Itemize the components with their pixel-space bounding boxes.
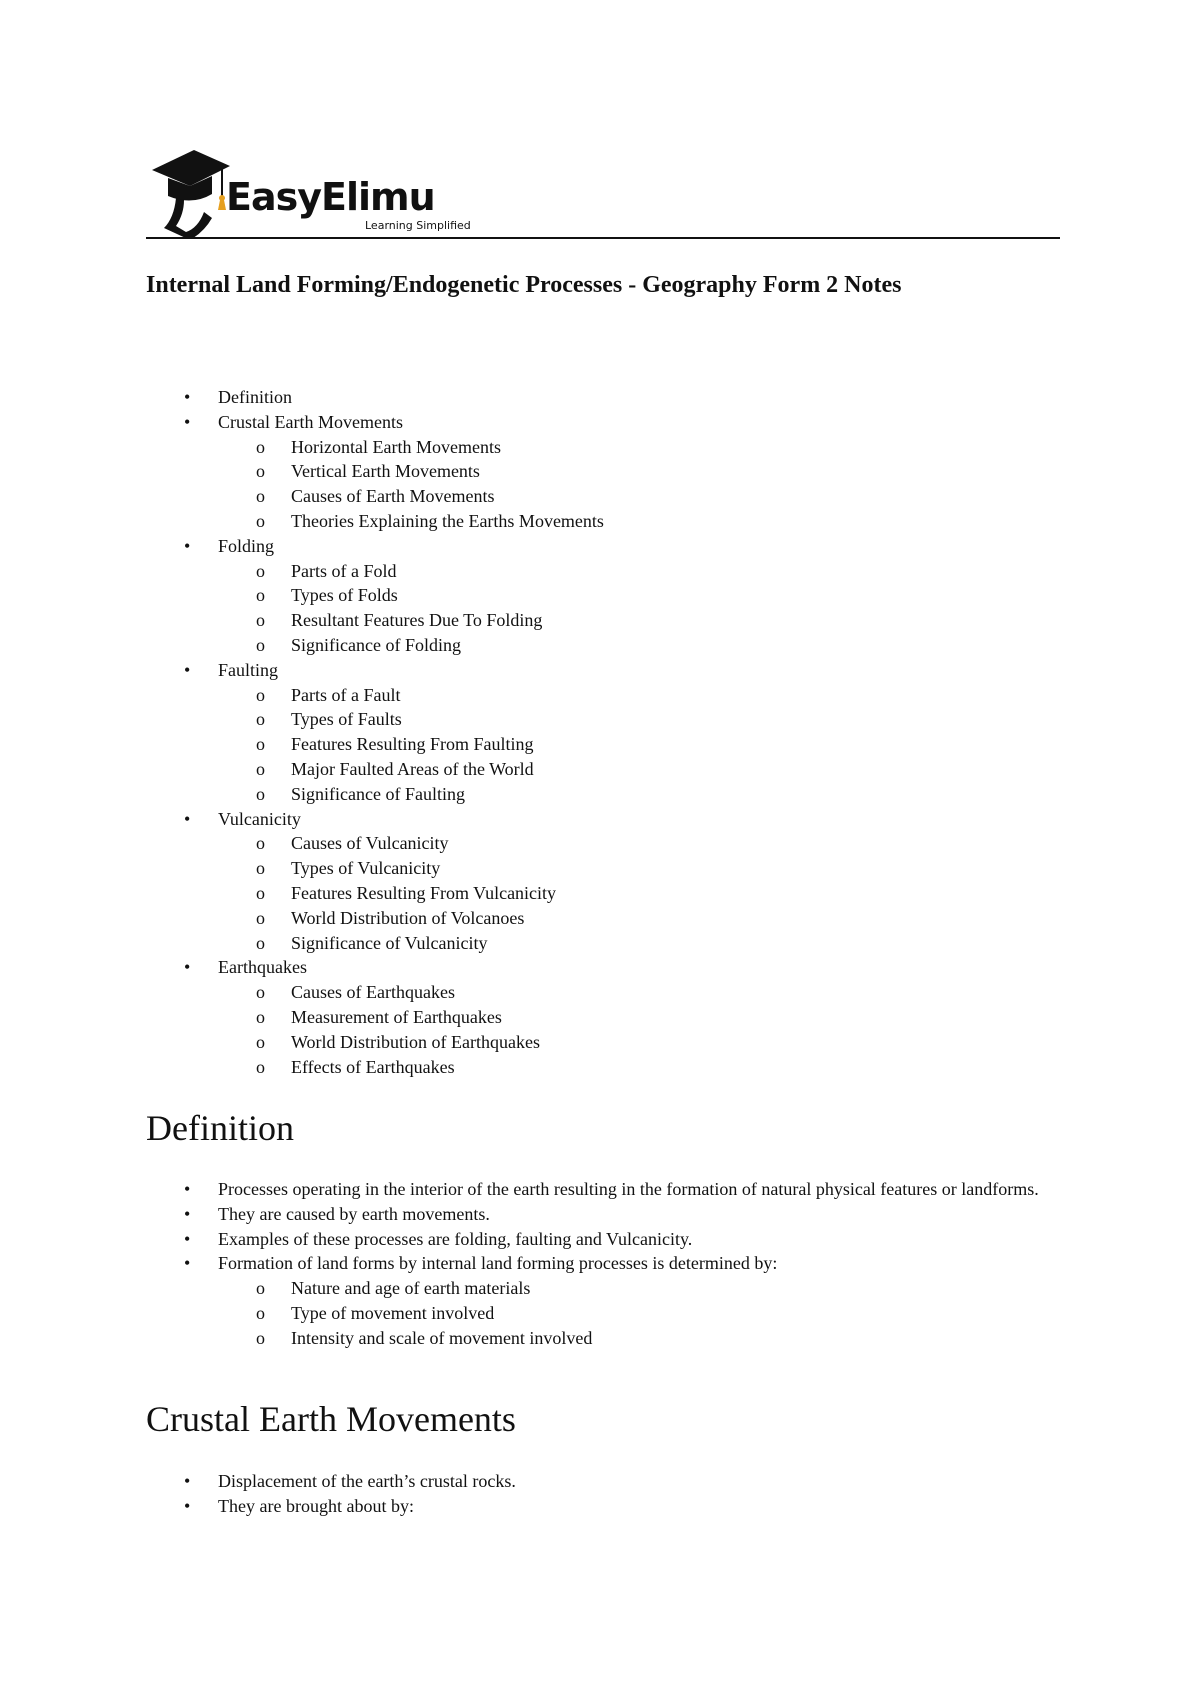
- sub-item-text: Nature and age of earth materials: [291, 1278, 531, 1299]
- toc-sub-item: [146, 707, 604, 732]
- list-item-text: Processes operating in the interior of the earth resulting in the formation of natural physical features or landforms.: [218, 1179, 1039, 1199]
- toc-sub-item-label: World Distribution of Earthquakes: [291, 1031, 541, 1052]
- toc-sub-item-label: Vertical Earth Movements: [291, 461, 480, 482]
- sub-marker: o: [256, 982, 265, 1003]
- sub-marker: o: [256, 932, 265, 953]
- toc-sub-item-label: Features Resulting From Faulting: [291, 734, 534, 755]
- sub-marker: o: [256, 833, 265, 854]
- sub-item-text: Intensity and scale of movement involved: [291, 1327, 593, 1348]
- toc-sub-item-label: Theories Explaining the Earths Movements: [291, 510, 604, 531]
- toc-sub-item-label: Significance of Folding: [291, 634, 461, 655]
- bullet-marker: •: [184, 1495, 191, 1516]
- bullet-marker: •: [184, 535, 191, 556]
- toc-item-label: Earthquakes: [218, 957, 307, 978]
- document-header: [146, 148, 1060, 240]
- sub-marker: o: [256, 1302, 265, 1323]
- toc-sub-item: [146, 732, 604, 757]
- toc-sub-item-label: Types of Vulcanicity: [291, 858, 441, 879]
- bullet-marker: •: [184, 1253, 191, 1274]
- list-item: [146, 1251, 1056, 1276]
- toc-sub-item-label: World Distribution of Volcanoes: [291, 907, 525, 928]
- toc-item-label: Faulting: [218, 659, 279, 680]
- sub-list-item: [146, 1301, 1056, 1326]
- toc-sub-item: [146, 931, 604, 956]
- toc-sub-item: [146, 856, 604, 881]
- toc-item-label: Crustal Earth Movements: [218, 411, 403, 432]
- sub-marker: o: [256, 882, 265, 903]
- bullet-marker: •: [184, 387, 191, 407]
- document-title: Internal Land Forming/Endogenetic Processes - Geography Form 2 Notes: [146, 272, 902, 298]
- toc-sub-item: [146, 683, 604, 708]
- toc-sub-item: [146, 881, 604, 906]
- sub-list-item: [146, 1326, 1056, 1351]
- toc-sub-item-label: Causes of Earth Movements: [291, 486, 495, 507]
- toc-sub-item: [146, 435, 604, 460]
- sub-marker: o: [256, 560, 265, 581]
- sub-marker: o: [256, 1278, 265, 1299]
- toc-sub-item-label: Horizontal Earth Movements: [291, 436, 501, 457]
- sub-marker: o: [256, 758, 265, 779]
- logo-tagline: Learning Simplified: [365, 219, 471, 232]
- bullet-marker: •: [184, 411, 191, 432]
- list-item-text: Examples of these processes are folding, faulting and Vulcanicity.: [218, 1228, 693, 1249]
- sub-marker: o: [256, 634, 265, 655]
- list-item-text: They are caused by earth movements.: [218, 1203, 490, 1224]
- list-item: [146, 1227, 1056, 1252]
- toc-sub-item-label: Parts of a Fault: [291, 684, 401, 705]
- list-item-text: Displacement of the earth’s crustal rocks.: [218, 1471, 516, 1491]
- toc-sub-item: [146, 906, 604, 931]
- crustal-movements-list: [146, 1469, 516, 1519]
- toc-sub-item-label: Causes of Earthquakes: [291, 982, 455, 1003]
- bullet-marker: •: [184, 1203, 191, 1224]
- logo-wordmark: EasyElimu: [226, 175, 435, 219]
- toc-item: [146, 385, 604, 410]
- table-of-contents: [146, 385, 604, 1079]
- toc-sub-item-label: Types of Faults: [291, 709, 402, 730]
- toc-sub-item-label: Significance of Vulcanicity: [291, 932, 488, 953]
- toc-item: [146, 534, 604, 559]
- sub-marker: o: [256, 461, 265, 482]
- sub-marker: o: [256, 1327, 265, 1348]
- toc-sub-item-label: Causes of Vulcanicity: [291, 833, 449, 854]
- sub-marker: o: [256, 486, 265, 507]
- bullet-marker: •: [184, 1228, 191, 1249]
- toc-sub-item: [146, 608, 604, 633]
- bullet-marker: •: [184, 1179, 191, 1199]
- toc-sub-item: [146, 1030, 604, 1055]
- toc-item-label: Vulcanicity: [218, 808, 301, 829]
- toc-sub-item: [146, 1005, 604, 1030]
- sub-list-item: [146, 1276, 1056, 1301]
- sub-marker: o: [256, 907, 265, 928]
- toc-sub-item-label: Parts of a Fold: [291, 560, 397, 581]
- bullet-marker: •: [184, 957, 191, 978]
- toc-sub-item: [146, 583, 604, 608]
- toc-sub-item: [146, 782, 604, 807]
- sub-marker: o: [256, 783, 265, 804]
- toc-sub-item: [146, 509, 604, 534]
- sub-marker: o: [256, 858, 265, 879]
- list-item: [146, 1177, 1058, 1202]
- toc-sub-item-label: Measurement of Earthquakes: [291, 1006, 502, 1027]
- toc-sub-item-label: Resultant Features Due To Folding: [291, 610, 543, 631]
- easyelimu-logo: [146, 148, 471, 238]
- sub-marker: o: [256, 436, 265, 457]
- sub-marker: o: [256, 1031, 265, 1052]
- sub-marker: o: [256, 709, 265, 730]
- sub-marker: o: [256, 1006, 265, 1027]
- toc-sub-item-label: Types of Folds: [291, 585, 398, 606]
- bullet-marker: •: [184, 808, 191, 829]
- list-item: [146, 1469, 516, 1494]
- toc-sub-item: [146, 459, 604, 484]
- sub-marker: o: [256, 610, 265, 631]
- toc-item: [146, 658, 604, 683]
- toc-item-label: Definition: [218, 387, 292, 407]
- header-divider: [146, 237, 1060, 239]
- toc-item: [146, 955, 604, 980]
- sub-marker: o: [256, 1056, 265, 1077]
- list-item-text: They are brought about by:: [218, 1495, 414, 1516]
- bullet-marker: •: [184, 1471, 191, 1491]
- list-item: [146, 1202, 1056, 1227]
- toc-sub-item: [146, 757, 604, 782]
- toc-sub-item-label: Major Faulted Areas of the World: [291, 758, 534, 779]
- toc-item: [146, 410, 604, 435]
- toc-sub-item: [146, 559, 604, 584]
- toc-item-label: Folding: [218, 535, 275, 556]
- toc-sub-item-label: Features Resulting From Vulcanicity: [291, 882, 557, 903]
- toc-sub-item: [146, 633, 604, 658]
- section-heading-definition: Definition: [146, 1108, 294, 1148]
- toc-sub-item: [146, 484, 604, 509]
- toc-sub-item: [146, 831, 604, 856]
- toc-sub-item-label: Effects of Earthquakes: [291, 1056, 455, 1077]
- bullet-marker: •: [184, 659, 191, 680]
- sub-marker: o: [256, 684, 265, 705]
- toc-sub-item: [146, 1055, 604, 1080]
- toc-item: [146, 807, 604, 832]
- list-item-text: Formation of land forms by internal land forming processes is determined by:: [218, 1253, 778, 1274]
- sub-marker: o: [256, 585, 265, 606]
- sub-item-text: Type of movement involved: [291, 1302, 495, 1323]
- sub-marker: o: [256, 734, 265, 755]
- list-item: [146, 1494, 516, 1519]
- definition-list: [146, 1177, 1056, 1351]
- sub-marker: o: [256, 510, 265, 531]
- toc-sub-item-label: Significance of Faulting: [291, 783, 465, 804]
- section-heading-crustal-earth-movements: Crustal Earth Movements: [146, 1399, 516, 1439]
- toc-sub-item: [146, 980, 604, 1005]
